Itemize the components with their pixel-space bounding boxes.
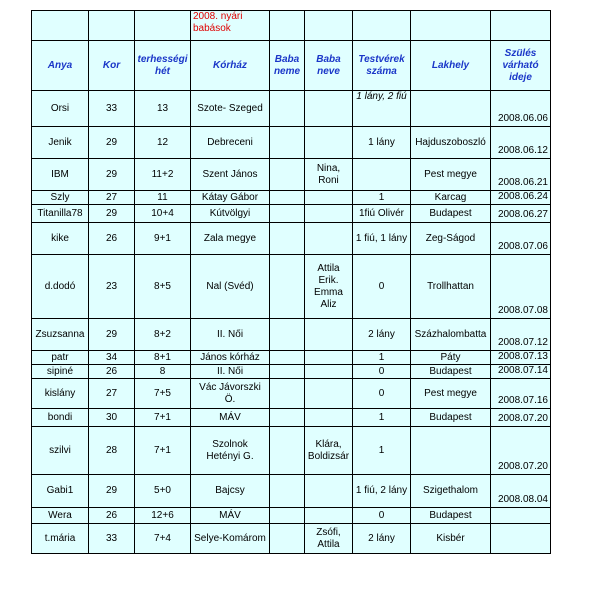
table-row — [32, 91, 551, 127]
cell-kor: 29 — [89, 127, 135, 159]
cell-korhaz: Szent János — [191, 159, 270, 191]
header-row — [32, 41, 551, 91]
cell-testverek: 1 — [353, 191, 411, 205]
table-row — [32, 205, 551, 223]
cell-kor: 33 — [89, 91, 135, 127]
cell-baba-neve: Nina, Roni — [305, 159, 353, 191]
cell-anya: Orsi — [32, 91, 89, 127]
cell-baba-neve — [305, 365, 353, 379]
header-baba-neme: Baba neme — [270, 41, 305, 91]
cell-lakhely: Szigethalom — [411, 475, 491, 508]
header-het: terhességi hét — [135, 41, 191, 91]
cell-kor: 27 — [89, 379, 135, 409]
cell-het: 11+2 — [135, 159, 191, 191]
cell-testverek: 0 — [353, 365, 411, 379]
babies-table — [31, 10, 551, 554]
title-row — [32, 11, 551, 41]
cell-anya: kislány — [32, 379, 89, 409]
cell-het: 8+1 — [135, 351, 191, 365]
cell-testverek: 0 — [353, 379, 411, 409]
cell-kor: 33 — [89, 524, 135, 554]
table-row — [32, 255, 551, 319]
cell-lakhely: Budapest — [411, 205, 491, 223]
header-testverek: Testvérek száma — [353, 41, 411, 91]
table-row — [32, 351, 551, 365]
table-row — [32, 409, 551, 427]
table-row — [32, 427, 551, 475]
cell-baba-neme — [270, 255, 305, 319]
cell-kor: 26 — [89, 223, 135, 255]
cell-baba-neve — [305, 191, 353, 205]
cell-anya: Jenik — [32, 127, 89, 159]
cell-het: 8+2 — [135, 319, 191, 351]
cell-baba-neve: Klára, Boldizsár — [305, 427, 353, 475]
cell-lakhely: Százhalombatta — [411, 319, 491, 351]
cell-testverek: 1 lány — [353, 127, 411, 159]
cell-baba-neme — [270, 205, 305, 223]
table-row — [32, 191, 551, 205]
cell-anya: d.dodó — [32, 255, 89, 319]
cell-szules: 2008.06.06 — [491, 91, 551, 127]
cell-het: 13 — [135, 91, 191, 127]
cell-baba-neme — [270, 475, 305, 508]
cell-het: 8 — [135, 365, 191, 379]
cell-szules — [491, 508, 551, 524]
cell-lakhely: Kisbér — [411, 524, 491, 554]
sheet-title: 2008. nyári babások — [191, 11, 270, 41]
cell-baba-neme — [270, 351, 305, 365]
cell-szules: 2008.06.12 — [491, 127, 551, 159]
cell-lakhely: Pest megye — [411, 379, 491, 409]
cell-het: 7+1 — [135, 409, 191, 427]
cell-lakhely: Pest megye — [411, 159, 491, 191]
cell-anya: IBM — [32, 159, 89, 191]
cell-testverek: 1fiú Olivér — [353, 205, 411, 223]
cell-kor: 26 — [89, 508, 135, 524]
cell-korhaz: Szote- Szeged — [191, 91, 270, 127]
cell-lakhely: Budapest — [411, 365, 491, 379]
cell-kor: 29 — [89, 319, 135, 351]
cell-het: 12 — [135, 127, 191, 159]
cell-het: 9+1 — [135, 223, 191, 255]
cell-lakhely: Budapest — [411, 508, 491, 524]
cell-baba-neve — [305, 319, 353, 351]
cell-lakhely: Páty — [411, 351, 491, 365]
cell-szules: 2008.06.24 — [491, 191, 551, 205]
cell-korhaz: Zala megye — [191, 223, 270, 255]
cell-baba-neme — [270, 127, 305, 159]
cell-het: 7+1 — [135, 427, 191, 475]
cell-testverek: 2 lány — [353, 319, 411, 351]
cell-kor: 29 — [89, 475, 135, 508]
cell-baba-neve — [305, 351, 353, 365]
header-anya: Anya — [32, 41, 89, 91]
cell-testverek: 2 lány — [353, 524, 411, 554]
cell-testverek: 1 fiú, 1 lány — [353, 223, 411, 255]
cell-szules: 2008.07.08 — [491, 255, 551, 319]
table-row — [32, 475, 551, 508]
cell-korhaz: János kórház — [191, 351, 270, 365]
cell-korhaz: Bajcsy — [191, 475, 270, 508]
cell-lakhely: Zeg-Ságod — [411, 223, 491, 255]
cell-kor: 29 — [89, 205, 135, 223]
cell-lakhely: Karcag — [411, 191, 491, 205]
cell-baba-neve — [305, 205, 353, 223]
cell-baba-neme — [270, 191, 305, 205]
header-szules: Szülés várható ideje — [491, 41, 551, 91]
cell-szules: 2008.07.16 — [491, 379, 551, 409]
cell-anya: szilvi — [32, 427, 89, 475]
cell-anya: kike — [32, 223, 89, 255]
cell-baba-neme — [270, 524, 305, 554]
header-korhaz: Kórház — [191, 41, 270, 91]
cell-het: 5+0 — [135, 475, 191, 508]
cell-korhaz: Kátay Gábor — [191, 191, 270, 205]
cell-het: 7+5 — [135, 379, 191, 409]
cell-baba-neve — [305, 475, 353, 508]
cell-korhaz: Vác Jávorszki Ö. — [191, 379, 270, 409]
table-row — [32, 508, 551, 524]
cell-korhaz: Szolnok Hetényi G. — [191, 427, 270, 475]
cell-lakhely: Budapest — [411, 409, 491, 427]
cell-het: 8+5 — [135, 255, 191, 319]
cell-korhaz: Debreceni — [191, 127, 270, 159]
cell-baba-neme — [270, 508, 305, 524]
cell-lakhely: Trollhattan — [411, 255, 491, 319]
table-row — [32, 223, 551, 255]
cell-szules: 2008.07.12 — [491, 319, 551, 351]
cell-lakhely — [411, 91, 491, 127]
cell-szules: 2008.06.21 — [491, 159, 551, 191]
cell-anya: Zsuzsanna — [32, 319, 89, 351]
table-row — [32, 127, 551, 159]
cell-baba-neve — [305, 409, 353, 427]
cell-kor: 34 — [89, 351, 135, 365]
table-row — [32, 159, 551, 191]
cell-kor: 30 — [89, 409, 135, 427]
header-kor: Kor — [89, 41, 135, 91]
cell-testverek: 0 — [353, 508, 411, 524]
cell-baba-neme — [270, 409, 305, 427]
cell-korhaz: Nal (Svéd) — [191, 255, 270, 319]
header-baba-neve: Baba neve — [305, 41, 353, 91]
cell-anya: Titanilla78 — [32, 205, 89, 223]
cell-szules: 2008.07.20 — [491, 427, 551, 475]
cell-anya: t.mária — [32, 524, 89, 554]
cell-szules: 2008.07.06 — [491, 223, 551, 255]
cell-testverek: 1 — [353, 427, 411, 475]
table-row — [32, 379, 551, 409]
cell-szules: 2008.08.04 — [491, 475, 551, 508]
cell-anya: Wera — [32, 508, 89, 524]
cell-kor: 26 — [89, 365, 135, 379]
cell-szules — [491, 524, 551, 554]
cell-korhaz: MÁV — [191, 508, 270, 524]
cell-baba-neve: Zsófi, Attila — [305, 524, 353, 554]
cell-baba-neve — [305, 508, 353, 524]
cell-anya: sipiné — [32, 365, 89, 379]
cell-baba-neme — [270, 365, 305, 379]
cell-baba-neve: Attila Erik. Emma Aliz — [305, 255, 353, 319]
cell-kor: 29 — [89, 159, 135, 191]
cell-szules: 2008.07.20 — [491, 409, 551, 427]
cell-korhaz: MÁV — [191, 409, 270, 427]
cell-lakhely — [411, 427, 491, 475]
cell-anya: Gabi1 — [32, 475, 89, 508]
cell-kor: 27 — [89, 191, 135, 205]
cell-baba-neme — [270, 159, 305, 191]
cell-testverek: 1 fiú, 2 lány — [353, 475, 411, 508]
cell-baba-neme — [270, 91, 305, 127]
cell-testverek: 1 — [353, 409, 411, 427]
cell-kor: 28 — [89, 427, 135, 475]
cell-het: 10+4 — [135, 205, 191, 223]
cell-baba-neme — [270, 319, 305, 351]
cell-lakhely: Hajduszoboszló — [411, 127, 491, 159]
cell-korhaz: II. Női — [191, 365, 270, 379]
cell-baba-neve — [305, 223, 353, 255]
cell-baba-neme — [270, 379, 305, 409]
cell-testverek — [353, 159, 411, 191]
cell-kor: 23 — [89, 255, 135, 319]
cell-szules: 2008.07.14 — [491, 365, 551, 379]
cell-baba-neve — [305, 127, 353, 159]
cell-baba-neve — [305, 91, 353, 127]
cell-testverek: 1 — [353, 351, 411, 365]
cell-anya: patr — [32, 351, 89, 365]
cell-baba-neve — [305, 379, 353, 409]
cell-het: 11 — [135, 191, 191, 205]
cell-szules: 2008.07.13 — [491, 351, 551, 365]
cell-anya: bondi — [32, 409, 89, 427]
cell-korhaz: Selye-Komárom — [191, 524, 270, 554]
cell-testverek: 1 lány, 2 fiú — [353, 91, 411, 127]
cell-baba-neme — [270, 223, 305, 255]
cell-het: 12+6 — [135, 508, 191, 524]
cell-korhaz: II. Női — [191, 319, 270, 351]
table-row — [32, 365, 551, 379]
cell-szules: 2008.06.27 — [491, 205, 551, 223]
cell-testverek: 0 — [353, 255, 411, 319]
cell-anya: Szly — [32, 191, 89, 205]
table-row — [32, 524, 551, 554]
cell-baba-neme — [270, 427, 305, 475]
table-row — [32, 319, 551, 351]
cell-korhaz: Kútvölgyi — [191, 205, 270, 223]
header-lakhely: Lakhely — [411, 41, 491, 91]
cell-het: 7+4 — [135, 524, 191, 554]
